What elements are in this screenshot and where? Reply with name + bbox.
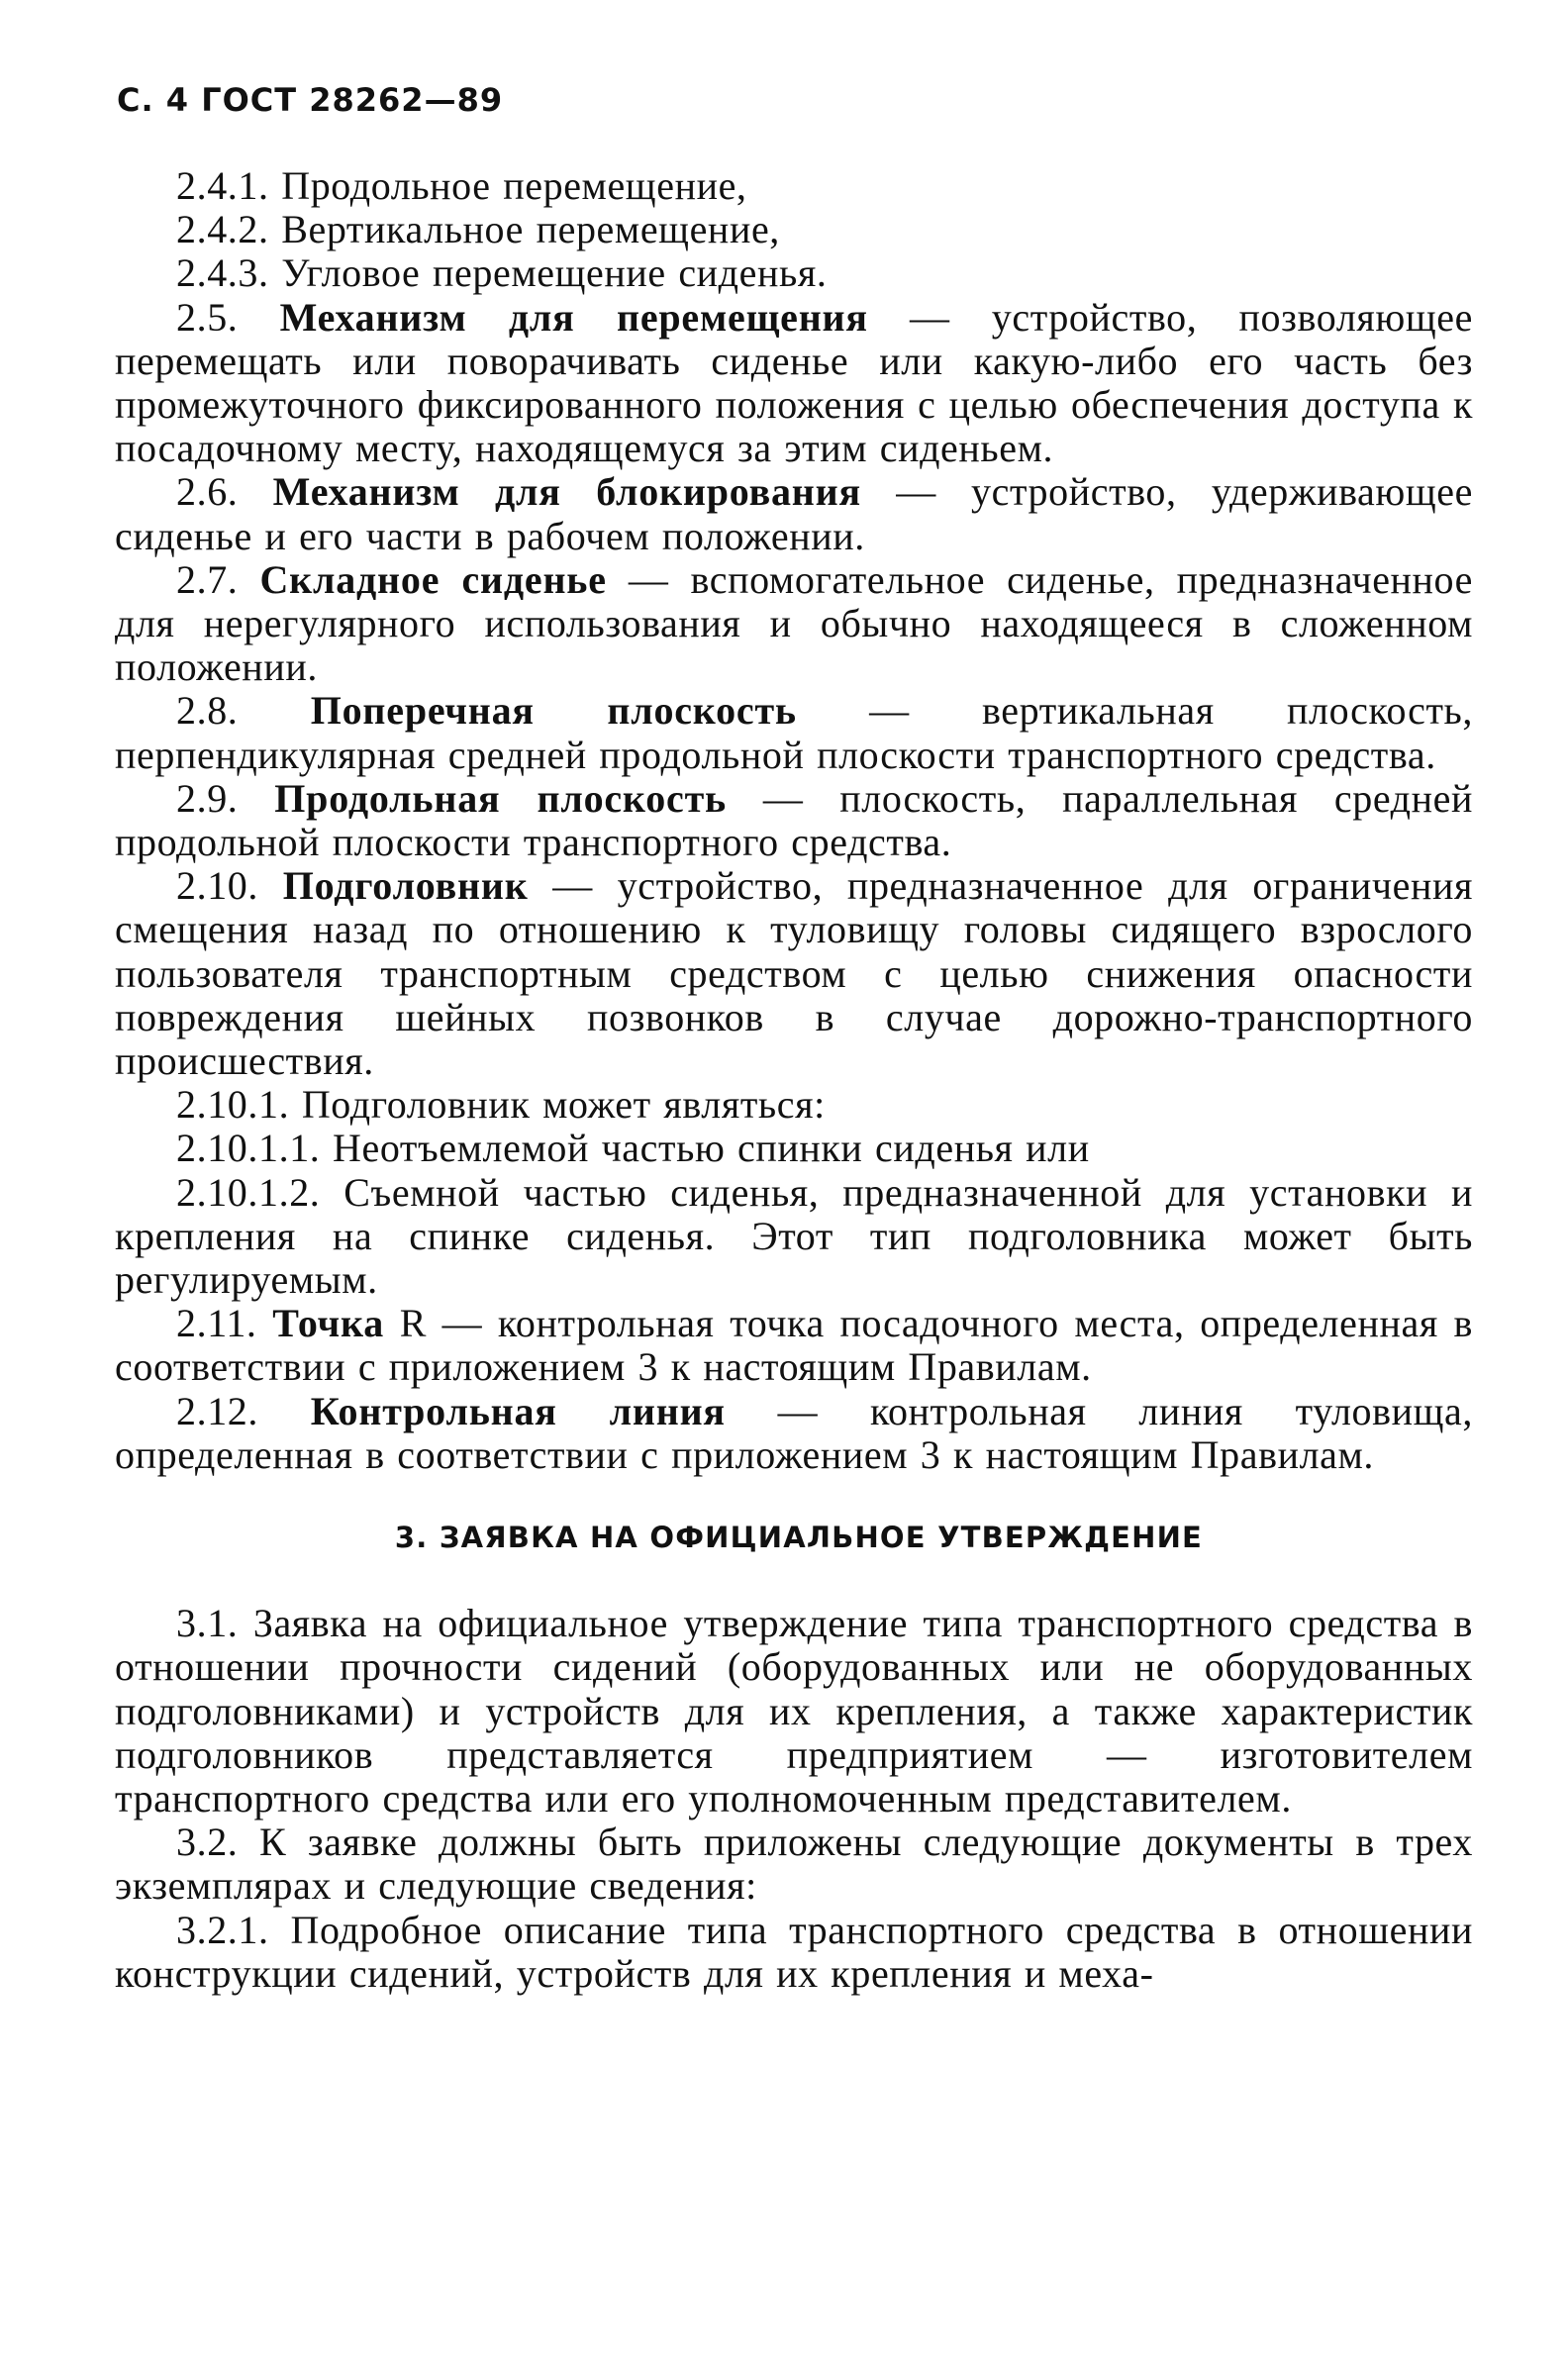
clause-number: 2.10.1. [176,1082,290,1128]
clause-text: R — контрольная точка посадочного места, определенная в соответствии с приложением 3 к настоящим Правилам. [115,1301,1473,1390]
defined-term: Контрольная линия [310,1388,726,1433]
defined-term: Поперечная плоскость [310,688,797,734]
clause-3-1 [115,1602,1473,1821]
section-2-continued [115,164,1473,1477]
clause-number: 2.6. [176,469,239,515]
clause-number: 2.7. [176,556,239,602]
clause-2-10-1-1 [115,1127,1473,1170]
clause-text: — плоскость, параллельная средней продольной плоскости транспортного средства. [115,775,1473,865]
clause-text: Съемной частью сиденья, предназначенной для установки и крепления на спинке сиденья. Этот тип подголовника может быть регулируемым. [115,1169,1473,1303]
clause-text: — устройство, предназначенное для ограничения смещения назад по отношению к туловищу головы сидящего взрослого пользователя транспортным средством с целью снижения опасности повреждения шейных позвонков в случае дорожно-транспортного происшествия. [115,863,1473,1084]
clause-number: 2.4.3. [176,250,269,296]
clause-text: Подголовник может являться: [301,1082,826,1128]
section-3-heading: 3. ЗАЯВКА НА ОФИЦИАЛЬНОЕ УТВЕРЖДЕНИЕ [394,1521,1204,1555]
defined-term: Подголовник [282,863,529,909]
clause-2-7 [115,558,1473,690]
clause-2-4-1 [115,164,1473,208]
defined-term: Складное сиденье [259,556,607,602]
clause-text: — контрольная линия туловища, определенная в соответствии с приложением 3 к настоящим Правилам. [115,1388,1473,1477]
clause-number: 2.11. [176,1301,257,1346]
defined-term: Механизм для перемещения [279,294,868,340]
clause-number: 2.4.1. [176,163,269,208]
clause-text: Вертикальное перемещение, [281,207,780,252]
clause-text: Заявка на официальное утверждение типа транспортного средства в отношении прочности сидений (оборудованных или не оборудованных подголовниками) и устройств для их крепления, а также характеристик подголовников представляется предприятием — изготовителем транспортного средства или его уполномоченным представителем. [115,1601,1473,1821]
clause-text: Угловое перемещение сиденья. [281,250,828,296]
clause-number: 3.2.1. [176,1907,269,1952]
clause-3-2 [115,1821,1473,1908]
clause-text: Подробное описание типа транспортного средства в отношении конструкции сидений, устройств для их крепления и меха- [115,1907,1473,1996]
clause-2-5 [115,296,1473,471]
clause-2-10-1-2 [115,1171,1473,1303]
clause-text: Продольное перемещение, [281,163,747,208]
defined-term: Механизм для блокирования [272,469,861,515]
clause-number: 3.1. [176,1601,239,1646]
page-content [115,164,1473,1996]
clause-number: 2.9. [176,775,239,821]
clause-2-10-1 [115,1083,1473,1127]
clause-2-11 [115,1302,1473,1389]
clause-2-8 [115,689,1473,776]
clause-2-9 [115,777,1473,864]
defined-term: Точка [272,1301,385,1346]
clause-2-4-3 [115,251,1473,295]
section-3 [115,1602,1473,1996]
clause-text: — вспомогательное сиденье, предназначенное для нерегулярного использования и обычно находящееся в сложенном положении. [115,556,1474,690]
clause-2-12 [115,1390,1473,1477]
clause-text: — устройство, позволяющее перемещать или поворачивать сиденье или какую-либо его часть без промежуточного фиксированного положения с целью обеспечения доступа к посадочному месту, находящемуся за этим сиденьем. [115,294,1473,471]
clause-number: 2.10.1.2. [176,1169,321,1215]
clause-number: 2.10. [176,863,258,909]
clause-text: — вертикальная плоскость, перпендикулярная средней продольной плоскости транспортного средства. [115,688,1473,777]
clause-number: 2.8. [176,688,239,734]
clause-number: 2.12. [176,1388,258,1433]
running-head: С. 4 ГОСТ 28262—89 [117,81,504,119]
clause-text: К заявке должны быть приложены следующие документы в трех экземплярах и следующие сведения: [115,1820,1473,1909]
clause-2-10 [115,864,1473,1083]
clause-3-2-1 [115,1909,1473,1996]
clause-2-4-2 [115,208,1473,251]
clause-text: Неотъемлемой частью спинки сиденья или [333,1126,1090,1171]
clause-number: 3.2. [176,1820,239,1865]
defined-term: Продольная плоскость [274,775,728,821]
clause-number: 2.10.1.1. [176,1126,321,1171]
clause-2-6 [115,470,1473,557]
clause-number: 2.5. [176,294,239,340]
clause-number: 2.4.2. [176,207,269,252]
clause-text: — устройство, удерживающее сиденье и его части в рабочем положении. [115,469,1473,558]
